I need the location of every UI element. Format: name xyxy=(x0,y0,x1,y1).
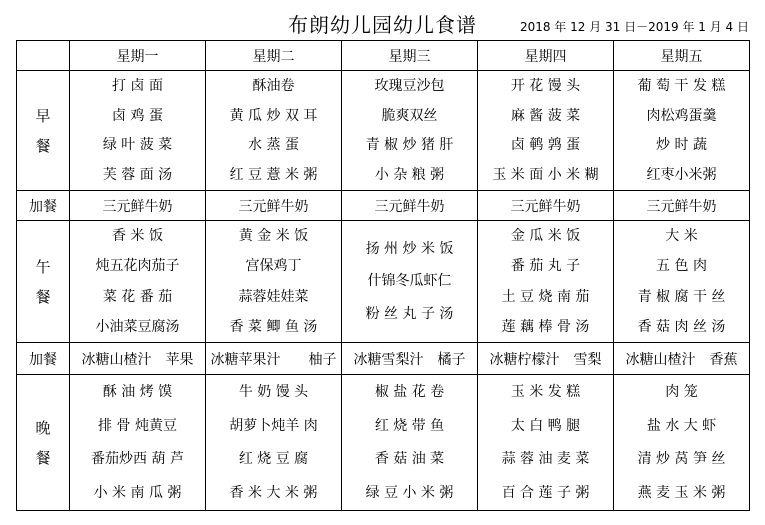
dish: 肉松鸡蛋羹 xyxy=(646,107,717,124)
date-range: 2018 年 12 月 31 日－2019 年 1 月 4 日 xyxy=(519,20,749,34)
dish: 蒜 蓉 油 麦 菜 xyxy=(501,451,590,468)
lunch-wed xyxy=(342,221,478,343)
dish: 大 米 xyxy=(665,228,698,245)
dish: 土 豆 烧 南 茄 xyxy=(501,288,590,305)
dish: 绿 豆 小 米 粥 xyxy=(365,485,454,502)
snack-pm-wed: 冰糖雪梨汁 橘子 xyxy=(342,343,478,375)
dish: 小 米 南 瓜 粥 xyxy=(93,485,182,502)
dish: 宫保鸡丁 xyxy=(245,258,302,275)
dish: 绿 叶 菠 菜 xyxy=(102,137,173,154)
dish: 香 菜 鲫 鱼 汤 xyxy=(229,318,318,335)
dish: 黄 金 米 饭 xyxy=(238,228,309,245)
snack-am-thu: 三元鲜牛奶 xyxy=(478,191,614,221)
breakfast-label-char-1: 早 xyxy=(35,106,51,125)
dish: 香 菇 肉 丝 汤 xyxy=(637,318,726,335)
dish: 牛 奶 馒 头 xyxy=(238,383,309,400)
dish: 香 菇 油 菜 xyxy=(374,451,445,468)
day-header-tue: 星期二 xyxy=(206,41,342,71)
dish: 水 蒸 蛋 xyxy=(248,137,299,154)
dish: 小 杂 粮 粥 xyxy=(374,167,445,184)
dinner-thu xyxy=(478,375,614,511)
snack-pm-thu: 冰糖柠檬汁 雪梨 xyxy=(478,343,614,375)
snack-pm-label: 加餐 xyxy=(17,343,70,375)
menu-table xyxy=(16,40,750,511)
dish: 粉 丝 丸 子 汤 xyxy=(365,305,454,322)
dish: 酥油卷 xyxy=(252,77,295,94)
dish: 麻 酱 菠 菜 xyxy=(510,107,581,124)
dish: 黄 瓜 炒 双 耳 xyxy=(229,107,318,124)
dish: 扬 州 炒 米 饭 xyxy=(365,241,454,258)
snack-am-row xyxy=(17,191,750,221)
dinner-mon xyxy=(70,375,206,511)
snack-am-wed: 三元鲜牛奶 xyxy=(342,191,478,221)
dish: 五 色 肉 xyxy=(656,258,707,275)
dish: 小油菜豆腐汤 xyxy=(95,318,180,335)
dinner-label xyxy=(17,375,70,511)
page-title: 布朗幼儿园幼儿食谱 xyxy=(288,13,477,37)
dinner-wed xyxy=(342,375,478,511)
dish: 卤 鸡 蛋 xyxy=(112,107,163,124)
lunch-label-char-1: 午 xyxy=(35,257,51,276)
dish: 排 骨 炖黄豆 xyxy=(98,417,177,434)
corner-cell xyxy=(17,41,70,71)
dish: 香 米 大 米 粥 xyxy=(229,485,318,502)
dish: 香 米 饭 xyxy=(112,228,163,245)
dinner-tue xyxy=(206,375,342,511)
breakfast-label xyxy=(17,71,70,191)
dish: 开 花 馒 头 xyxy=(510,77,581,94)
day-header-thu: 星期四 xyxy=(478,41,614,71)
snack-pm-row xyxy=(17,343,750,375)
snack-pm-mon: 冰糖山楂汁 苹果 xyxy=(70,343,206,375)
breakfast-mon xyxy=(70,71,206,191)
breakfast-thu xyxy=(478,71,614,191)
dish: 酥 油 烤 馍 xyxy=(102,383,173,400)
breakfast-fri xyxy=(614,71,750,191)
dinner-row xyxy=(17,375,750,511)
snack-pm-fri: 冰糖山楂汁 香蕉 xyxy=(614,343,750,375)
day-header-wed: 星期三 xyxy=(342,41,478,71)
dish: 清 炒 莴 笋 丝 xyxy=(637,451,726,468)
dish: 红 烧 豆 腐 xyxy=(238,451,309,468)
lunch-mon xyxy=(70,221,206,343)
dish: 莲 藕 棒 骨 汤 xyxy=(501,318,590,335)
dish: 青 椒 炒 猪 肝 xyxy=(365,137,454,154)
dish: 卤 鹌 鹑 蛋 xyxy=(510,137,581,154)
lunch-tue xyxy=(206,221,342,343)
snack-am-tue: 三元鲜牛奶 xyxy=(206,191,342,221)
dish: 金 瓜 米 饭 xyxy=(510,228,581,245)
dish: 什锦冬瓜虾仁 xyxy=(367,273,452,290)
dish: 蒜蓉娃娃菜 xyxy=(238,288,309,305)
lunch-fri xyxy=(614,221,750,343)
dish: 菜 花 番 茄 xyxy=(102,288,173,305)
dish: 玉 米 发 糕 xyxy=(510,383,581,400)
day-header-fri: 星期五 xyxy=(614,41,750,71)
lunch-label-char-2: 餐 xyxy=(35,287,51,306)
breakfast-label-char-2: 餐 xyxy=(35,136,51,155)
dish: 脆爽双丝 xyxy=(381,107,438,124)
dish: 红 烧 带 鱼 xyxy=(374,417,445,434)
dinner-label-char-1: 晚 xyxy=(35,418,51,437)
snack-am-mon: 三元鲜牛奶 xyxy=(70,191,206,221)
breakfast-wed xyxy=(342,71,478,191)
dish: 番 茄 丸 子 xyxy=(510,258,581,275)
dish: 太 白 鸭 腿 xyxy=(510,417,581,434)
dish: 红 豆 薏 米 粥 xyxy=(229,167,318,184)
dish: 盐 水 大 虾 xyxy=(646,417,717,434)
snack-am-fri: 三元鲜牛奶 xyxy=(614,191,750,221)
dish: 燕 麦 玉 米 粥 xyxy=(637,485,726,502)
dish: 椒 盐 花 卷 xyxy=(374,383,445,400)
dinner-label-char-2: 餐 xyxy=(35,448,51,467)
breakfast-tue xyxy=(206,71,342,191)
dish: 玫瑰豆沙包 xyxy=(374,77,445,94)
snack-pm-tue: 冰糖苹果汁 柚子 xyxy=(206,343,342,375)
dish: 番茄炒西 葫 芦 xyxy=(91,451,184,468)
dish: 炒 时 蔬 xyxy=(656,137,707,154)
dish: 红枣小米粥 xyxy=(646,167,717,184)
dish: 炖五花肉茄子 xyxy=(95,258,180,275)
dish: 玉 米 面 小 米 糊 xyxy=(492,167,599,184)
lunch-thu xyxy=(478,221,614,343)
header-row xyxy=(17,41,750,71)
dish: 肉 笼 xyxy=(665,383,698,400)
dish: 胡萝卜炖羊 肉 xyxy=(229,417,318,434)
breakfast-row xyxy=(17,71,750,191)
dish: 芙 蓉 面 汤 xyxy=(102,167,173,184)
lunch-label xyxy=(17,221,70,343)
dish: 百 合 莲 子 粥 xyxy=(501,485,590,502)
dish: 青 椒 腐 干 丝 xyxy=(637,288,726,305)
snack-am-label: 加餐 xyxy=(17,191,70,221)
dinner-fri xyxy=(614,375,750,511)
day-header-mon: 星期一 xyxy=(70,41,206,71)
dish: 葡 萄 干 发 糕 xyxy=(637,77,726,94)
lunch-row xyxy=(17,221,750,343)
dish: 打 卤 面 xyxy=(112,77,163,94)
